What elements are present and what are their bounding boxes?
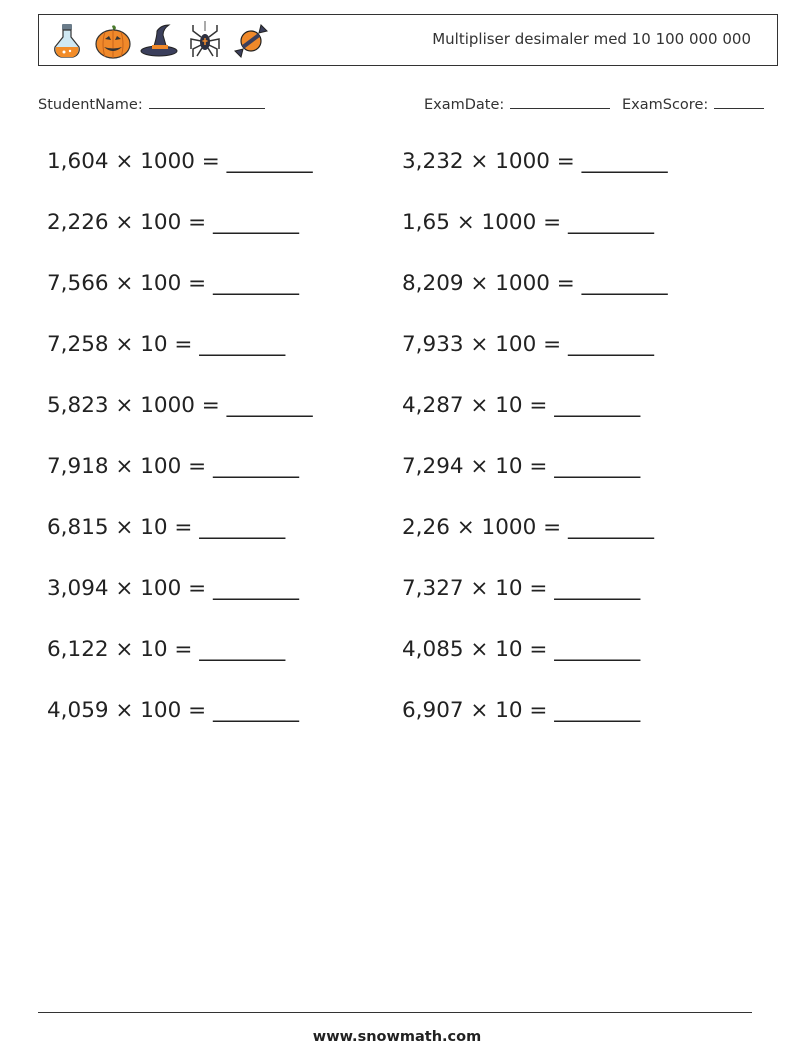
potion-icon	[47, 21, 87, 61]
student-name-label: StudentName:	[38, 97, 143, 113]
exam-score-field	[622, 94, 764, 113]
witch-hat-icon	[139, 21, 179, 61]
problem-item: 7,566 × 100 = ________	[47, 271, 299, 296]
problem-item: 1,604 × 1000 = ________	[47, 149, 313, 174]
pumpkin-icon	[93, 21, 133, 61]
problem-item: 5,823 × 1000 = ________	[47, 393, 313, 418]
footer-divider	[38, 1012, 752, 1013]
worksheet-header	[38, 14, 778, 66]
problem-item: 7,294 × 10 = ________	[402, 454, 641, 479]
problem-grid	[47, 140, 767, 750]
exam-score-blank[interactable]	[714, 94, 764, 109]
problem-item: 4,287 × 10 = ________	[402, 393, 641, 418]
header-icons	[47, 20, 271, 62]
problem-item: 8,209 × 1000 = ________	[402, 271, 668, 296]
problem-item: 2,226 × 100 = ________	[47, 210, 299, 235]
exam-score-label: ExamScore:	[622, 97, 709, 113]
student-name-field	[38, 94, 265, 113]
problem-item: 2,26 × 1000 = ________	[402, 515, 654, 540]
problem-item: 6,122 × 10 = ________	[47, 637, 286, 662]
problem-item: 7,918 × 100 = ________	[47, 454, 299, 479]
candy-icon	[231, 21, 271, 61]
problem-item: 7,327 × 10 = ________	[402, 576, 641, 601]
problem-item: 4,085 × 10 = ________	[402, 637, 641, 662]
exam-date-field	[424, 94, 610, 113]
problem-item: 6,907 × 10 = ________	[402, 698, 641, 723]
problem-item: 7,258 × 10 = ________	[47, 332, 286, 357]
footer-url[interactable]: www.snowmath.com	[312, 1029, 482, 1045]
student-name-blank[interactable]	[149, 94, 265, 109]
exam-date-label: ExamDate:	[424, 97, 505, 113]
problem-item: 4,059 × 100 = ________	[47, 698, 299, 723]
problem-item: 1,65 × 1000 = ________	[402, 210, 654, 235]
exam-date-blank[interactable]	[510, 94, 610, 109]
problem-item: 7,933 × 100 = ________	[402, 332, 654, 357]
problem-item: 3,232 × 1000 = ________	[402, 149, 668, 174]
spider-icon	[185, 21, 225, 61]
problem-item: 6,815 × 10 = ________	[47, 515, 286, 540]
problem-item: 3,094 × 100 = ________	[47, 576, 299, 601]
worksheet-title: Multipliser desimaler med 10 100 000 000	[432, 30, 751, 48]
